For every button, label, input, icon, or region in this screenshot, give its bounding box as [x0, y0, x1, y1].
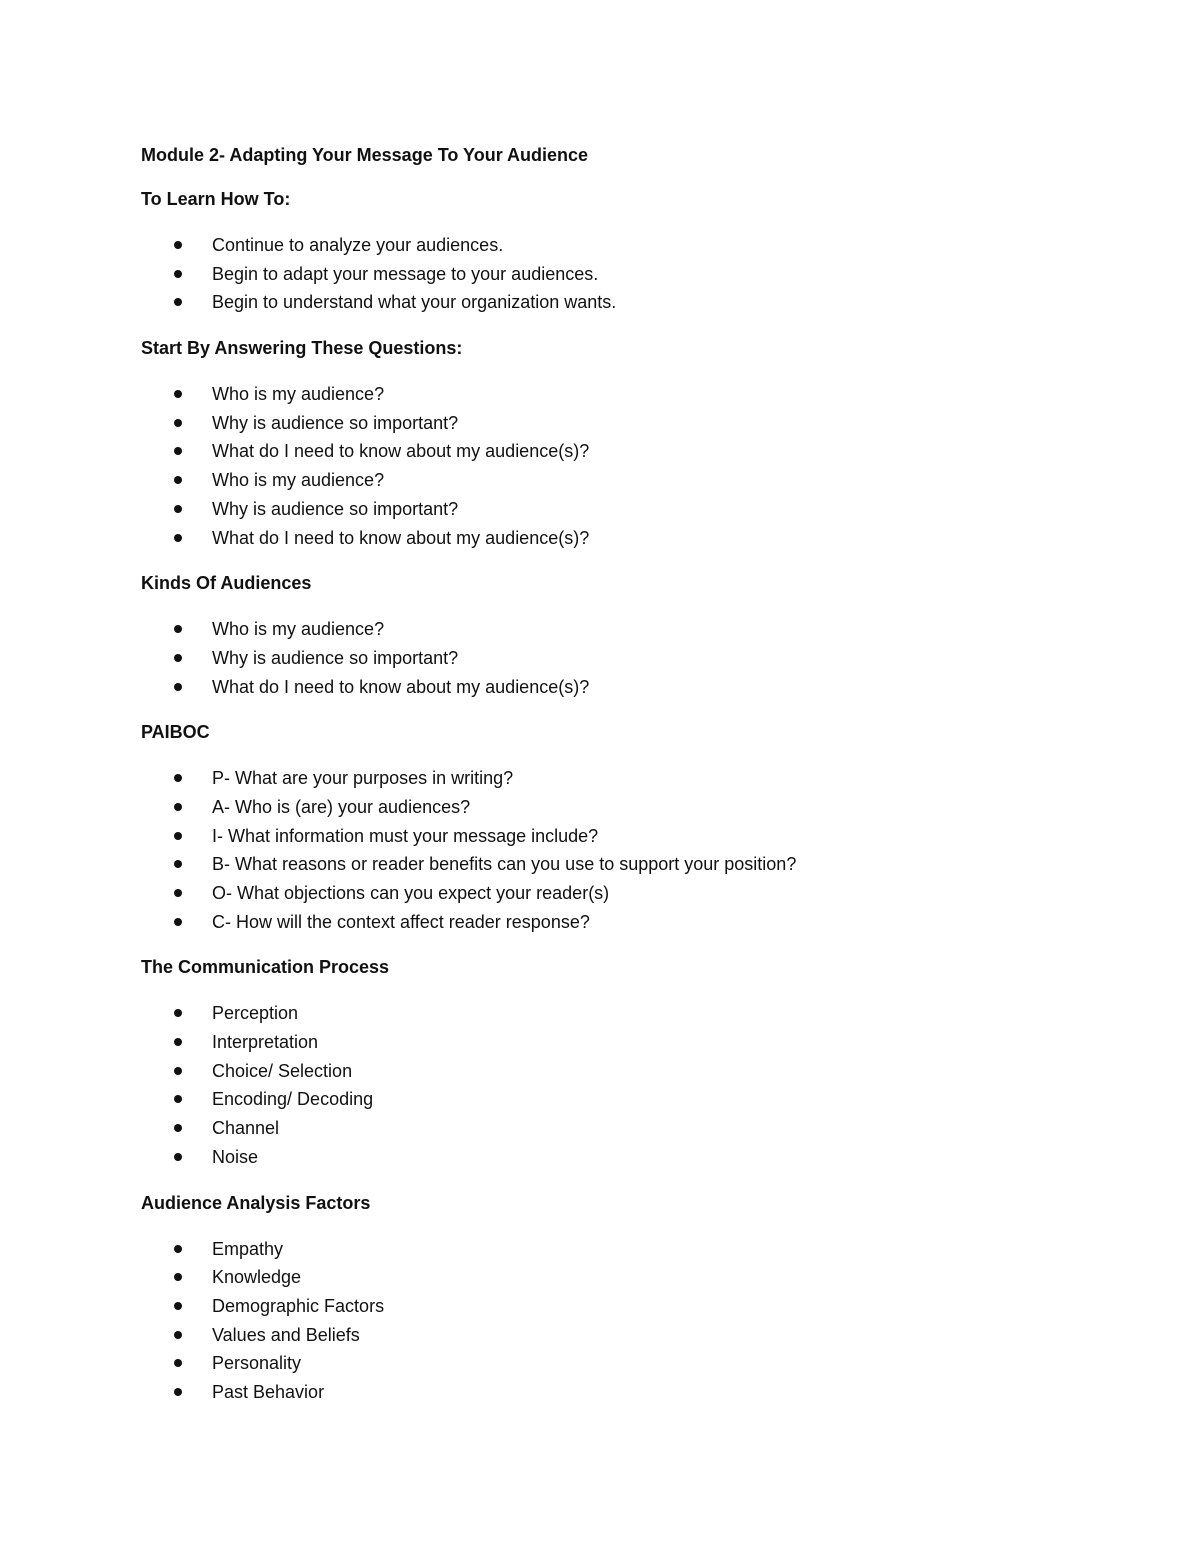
bullet-icon: [174, 1009, 182, 1017]
list-item-text: Why is audience so important?: [212, 412, 459, 433]
list-item: [141, 1085, 1101, 1114]
list-item: [141, 908, 1101, 937]
bullet-icon: [174, 298, 182, 306]
list-item-text: Why is audience so important?: [212, 647, 459, 668]
list-item: [141, 1263, 1101, 1292]
bullet-icon: [174, 447, 182, 455]
list-item-text: Continue to analyze your audiences.: [212, 235, 504, 255]
list-item: [141, 409, 1101, 438]
bullet-icon: [174, 390, 182, 398]
list-item-text: Begin to understand what your organization wants.: [212, 292, 617, 313]
list-item-text: What do I need to know about my audience(s)?: [212, 441, 590, 462]
section-heading: Kinds Of Audiences: [141, 573, 312, 594]
bullet-icon: [174, 505, 182, 513]
bullet-icon: [174, 1302, 182, 1310]
bullet-icon: [174, 832, 182, 840]
list-item: [141, 1292, 1101, 1321]
list-item-text: Noise: [212, 1146, 259, 1167]
bullet-icon: [174, 774, 182, 782]
list-item-text: Values and Beliefs: [212, 1324, 360, 1345]
bullet-icon: [174, 889, 182, 897]
bullet-icon: [174, 419, 182, 427]
bullet-list: [141, 764, 1101, 936]
section: [141, 720, 1101, 936]
bullet-icon: [174, 1388, 182, 1396]
bullet-icon: [174, 683, 182, 691]
bullet-icon: [174, 270, 182, 278]
page-title: Module 2- Adapting Your Message To Your Audience: [141, 145, 589, 165]
list-item: [141, 644, 1101, 673]
list-item: [141, 1378, 1101, 1407]
section: [141, 336, 1101, 552]
bullet-icon: [174, 241, 182, 249]
document-body: [141, 187, 1101, 1407]
list-item-text: Demographic Factors: [212, 1295, 385, 1316]
list-item-text: What do I need to know about my audience(s)?: [212, 527, 590, 548]
list-item-text: Knowledge: [212, 1267, 302, 1288]
list-item: [141, 1057, 1101, 1086]
list-item: [141, 1321, 1101, 1350]
bullet-list: [141, 380, 1101, 552]
list-item-text: Choice/ Selection: [212, 1060, 353, 1081]
list-item-text: A- Who is (are) your audiences?: [212, 796, 471, 817]
list-item-text: Channel: [212, 1118, 280, 1139]
list-item-text: Who is my audience?: [212, 384, 385, 405]
section: [141, 187, 1101, 317]
list-item-text: Who is my audience?: [212, 470, 385, 491]
list-item: [141, 673, 1101, 702]
list-item-text: Begin to adapt your message to your audiences.: [212, 263, 599, 284]
section-heading: Start By Answering These Questions:: [141, 338, 463, 359]
list-item: [141, 260, 1101, 289]
list-item: [141, 764, 1101, 793]
section: [141, 955, 1101, 1171]
section: [141, 1191, 1101, 1407]
bullet-icon: [174, 654, 182, 662]
list-item-text: Encoding/ Decoding: [212, 1089, 374, 1110]
list-item-text: C- How will the context affect reader response?: [212, 911, 590, 932]
list-item-text: O- What objections can you expect your reader(s): [212, 883, 610, 903]
bullet-list: [141, 231, 1101, 317]
list-item: [141, 822, 1101, 851]
list-item-text: Past Behavior: [212, 1381, 325, 1402]
list-item-text: Perception: [212, 1003, 299, 1024]
bullet-icon: [174, 1273, 182, 1281]
list-item: [141, 524, 1101, 553]
bullet-icon: [174, 1124, 182, 1132]
bullet-list: [141, 999, 1101, 1171]
bullet-list: [141, 1235, 1101, 1407]
list-item: [141, 879, 1101, 908]
list-item: [141, 1349, 1101, 1378]
bullet-icon: [174, 1245, 182, 1253]
bullet-icon: [174, 476, 182, 484]
section-heading: The Communication Process: [141, 957, 390, 978]
list-item-text: Why is audience so important?: [212, 498, 459, 519]
list-item: [141, 495, 1101, 524]
bullet-icon: [174, 1038, 182, 1046]
section: [141, 571, 1101, 701]
list-item: [141, 615, 1101, 644]
bullet-icon: [174, 803, 182, 811]
list-item: [141, 437, 1101, 466]
bullet-icon: [174, 1067, 182, 1075]
list-item-text: Who is my audience?: [212, 619, 385, 640]
list-item: [141, 231, 1101, 260]
list-item: [141, 288, 1101, 317]
bullet-list: [141, 615, 1101, 701]
bullet-icon: [174, 625, 182, 633]
list-item: [141, 1028, 1101, 1057]
list-item-text: P- What are your purposes in writing?: [212, 768, 514, 789]
bullet-icon: [174, 918, 182, 926]
list-item: [141, 999, 1101, 1028]
section-heading: To Learn How To:: [141, 189, 291, 209]
bullet-icon: [174, 1095, 182, 1103]
list-item-text: What do I need to know about my audience(s)?: [212, 676, 590, 697]
document-page: [141, 143, 1101, 1426]
list-item: [141, 1235, 1101, 1264]
list-item: [141, 1143, 1101, 1172]
bullet-icon: [174, 1359, 182, 1367]
bullet-icon: [174, 534, 182, 542]
list-item-text: B- What reasons or reader benefits can you use to support your position?: [212, 854, 797, 875]
list-item-text: Interpretation: [212, 1032, 319, 1053]
list-item: [141, 466, 1101, 495]
section-heading: PAIBOC: [141, 722, 210, 743]
bullet-icon: [174, 1331, 182, 1339]
list-item: [141, 380, 1101, 409]
bullet-icon: [174, 860, 182, 868]
list-item: [141, 1114, 1101, 1143]
bullet-icon: [174, 1153, 182, 1161]
list-item-text: I- What information must your message include?: [212, 825, 599, 846]
list-item: [141, 850, 1101, 879]
list-item-text: Empathy: [212, 1238, 284, 1259]
list-item-text: Personality: [212, 1353, 302, 1374]
list-item: [141, 793, 1101, 822]
section-heading: Audience Analysis Factors: [141, 1192, 371, 1213]
